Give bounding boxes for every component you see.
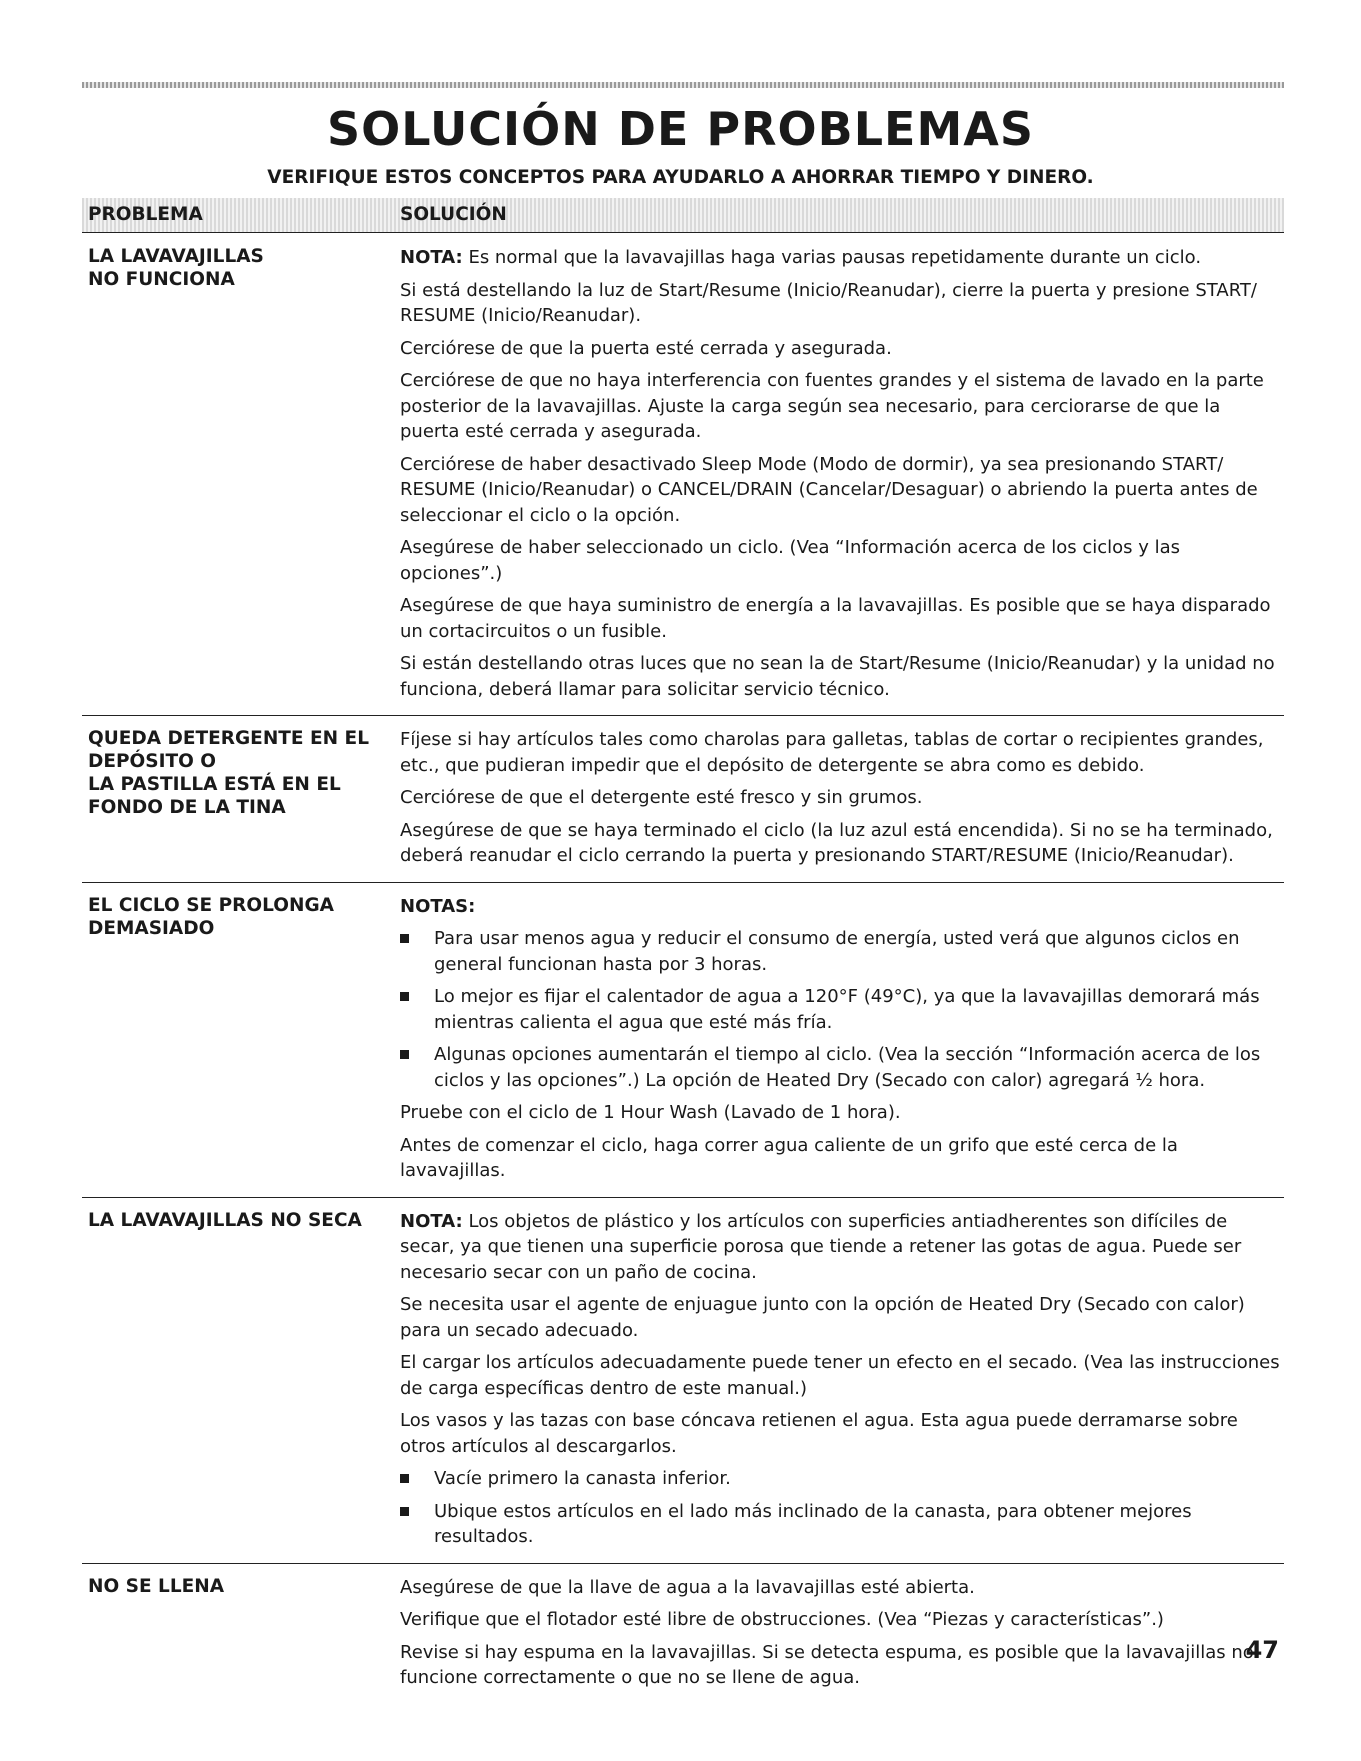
problem-text: LA LAVAVAJILLAS [88, 246, 264, 267]
note-paragraph [400, 1209, 1284, 1286]
note-paragraph [400, 245, 1284, 271]
bullet-text: Lo mejor es fijar el calentador de agua a 120°F (49°C), ya que la lavavajillas demorará más mientras calienta el agua que esté más fría. [434, 986, 1260, 1033]
problem-text: NO FUNCIONA [88, 269, 235, 290]
problem-cell [82, 894, 400, 1191]
bullet-item [400, 1466, 1284, 1492]
solution-text: Asegúrese de haber seleccionado un ciclo. (Vea “Información acerca de los ciclos y las opciones”.) [400, 537, 1181, 584]
bullet-square-icon [400, 992, 409, 1001]
page-subtitle: VERIFIQUE ESTOS CONCEPTOS PARA AYUDARLO A AHORRAR TIEMPO Y DINERO. [267, 167, 1094, 188]
solution-text: Si está destellando la luz de Start/Resume (Inicio/Reanudar), cierre la puerta y presione START/ RESUME (Inicio/Reanudar). [400, 279, 1257, 326]
problem-cell [82, 245, 400, 709]
solution-text: El cargar los artículos adecuadamente puede tener un efecto en el secado. (Vea las instrucciones de carga específicas dentro de este manual.) [400, 1352, 1280, 1399]
notes-label: NOTAS: [400, 895, 476, 917]
problem-text: EL CICLO SE PROLONGA DEMASIADO [88, 894, 334, 939]
solution-text: Asegúrese de que la llave de agua a la lavavajillas esté abierta. [400, 1576, 975, 1598]
table-row [82, 883, 1284, 1198]
column-header-problem: PROBLEMA [88, 204, 203, 225]
bullet-item [400, 984, 1284, 1035]
solution-cell [400, 245, 1284, 709]
solution-text: Cerciórese de que no haya interferencia con fuentes grandes y el sistema de lavado en la parte posterior de la lavavajillas. Ajuste la carga según sea necesario, para cerciorarse de que la puerta esté cerrada y asegurada. [400, 370, 1264, 442]
bullet-item [400, 926, 1284, 977]
bullet-text: Algunas opciones aumentarán el tiempo al ciclo. (Vea la sección “Información acerca de los ciclos y las opciones”.) La opción de Heated Dry (Secado con calor) agregará ½ hora. [434, 1044, 1261, 1091]
solution-text: Revise si hay espuma en la lavavajillas. Si se detecta espuma, es posible que la lavavajillas no funcione correctamente o que no se llene de agua. [400, 1641, 1254, 1688]
bullet-text: Ubique estos artículos en el lado más inclinado de la canasta, para obtener mejores resultados. [434, 1500, 1192, 1547]
top-decorative-rule [82, 82, 1284, 88]
column-header-solution: SOLUCIÓN [400, 204, 507, 225]
bullet-square-icon [400, 1507, 409, 1516]
bullet-item [400, 1042, 1284, 1093]
problem-cell [82, 727, 400, 876]
troubleshooting-table [82, 234, 1284, 1704]
table-row [82, 234, 1284, 716]
solution-text: Antes de comenzar el ciclo, haga correr agua caliente de un grifo que esté cerca de la lavavajillas. [400, 1134, 1178, 1181]
page-number: 47 [1245, 1636, 1279, 1664]
solution-cell [400, 1209, 1284, 1557]
bullet-item [400, 1499, 1284, 1550]
solution-text: Cerciórese de que la puerta esté cerrada y asegurada. [400, 337, 892, 359]
solution-text: Verifique que el flotador esté libre de obstrucciones. (Vea “Piezas y características”.) [400, 1609, 1164, 1630]
solution-cell [400, 727, 1284, 876]
problem-text: NO SE LLENA [88, 1575, 225, 1597]
problem-text: QUEDA DETERGENTE EN EL DEPÓSITO O [88, 728, 369, 772]
solution-text: Asegúrese de que se haya terminado el ciclo (la luz azul está encendida). Si no se ha terminado, deberá reanudar el ciclo cerrando la puerta y presionando START/RESUME (Inicio/Reanudar). [400, 819, 1273, 866]
table-header [82, 198, 1284, 233]
solution-text: Pruebe con el ciclo de 1 Hour Wash (Lavado de 1 hora). [400, 1102, 901, 1123]
solution-text: Si están destellando otras luces que no sean la de Start/Resume (Inicio/Reanudar) y la unidad no funciona, deberá llamar para solicitar servicio técnico. [400, 653, 1275, 700]
bullet-text: Para usar menos agua y reducir el consumo de energía, usted verá que algunos ciclos en general funcionan hasta por 3 horas. [434, 928, 1240, 975]
problem-text: LA PASTILLA ESTÁ EN EL FONDO DE LA TINA [88, 774, 341, 818]
solution-text: Cerciórese de que el detergente esté fresco y sin grumos. [400, 787, 923, 808]
bullet-square-icon [400, 934, 409, 943]
note-text: Es normal que la lavavajillas haga varias pausas repetidamente durante un ciclo. [462, 247, 1202, 268]
table-row [82, 1564, 1284, 1704]
table-row [82, 716, 1284, 883]
note-text: Los objetos de plástico y los artículos con superficies antiadherentes son difíciles de secar, ya que tienen una superficie porosa que tiende a retener las gotas de agua. Puede ser necesario secar con un paño de cocina. [400, 1210, 1242, 1283]
note-label: NOTA: [400, 1210, 463, 1232]
solution-text: Fíjese si hay artículos tales como charolas para galletas, tablas de cortar o recipientes grandes, etc., que pudieran impedir que el depósito de detergente se abra como es debido. [400, 729, 1264, 776]
table-row [82, 1198, 1284, 1564]
solution-text: Se necesita usar el agente de enjuague junto con la opción de Heated Dry (Secado con calor) para un secado adecuado. [400, 1294, 1245, 1341]
page-title: SOLUCIÓN DE PROBLEMAS [327, 102, 1034, 156]
solution-text: Cerciórese de haber desactivado Sleep Mode (Modo de dormir), ya sea presionando START/ RESUME (Inicio/Reanudar) o CANCEL/DRAIN (Cancelar/Desaguar) o abriendo la puerta antes de seleccionar el ciclo o la opción. [400, 453, 1258, 526]
solution-text: Los vasos y las tazas con base cóncava retienen el agua. Esta agua puede derramarse sobre otros artículos al descargarlos. [400, 1410, 1238, 1457]
bullet-text: Vacíe primero la canasta inferior. [434, 1468, 731, 1489]
solution-text: Asegúrese de que haya suministro de energía a la lavavajillas. Es posible que se haya disparado un cortacircuitos o un fusible. [400, 595, 1271, 642]
bullet-square-icon [400, 1474, 409, 1483]
solution-cell [400, 894, 1284, 1191]
bullet-square-icon [400, 1050, 409, 1059]
problem-text: LA LAVAVAJILLAS NO SECA [88, 1209, 362, 1231]
problem-cell [82, 1209, 400, 1557]
problem-cell [82, 1575, 400, 1698]
solution-cell [400, 1575, 1284, 1698]
note-label: NOTA: [400, 247, 463, 268]
